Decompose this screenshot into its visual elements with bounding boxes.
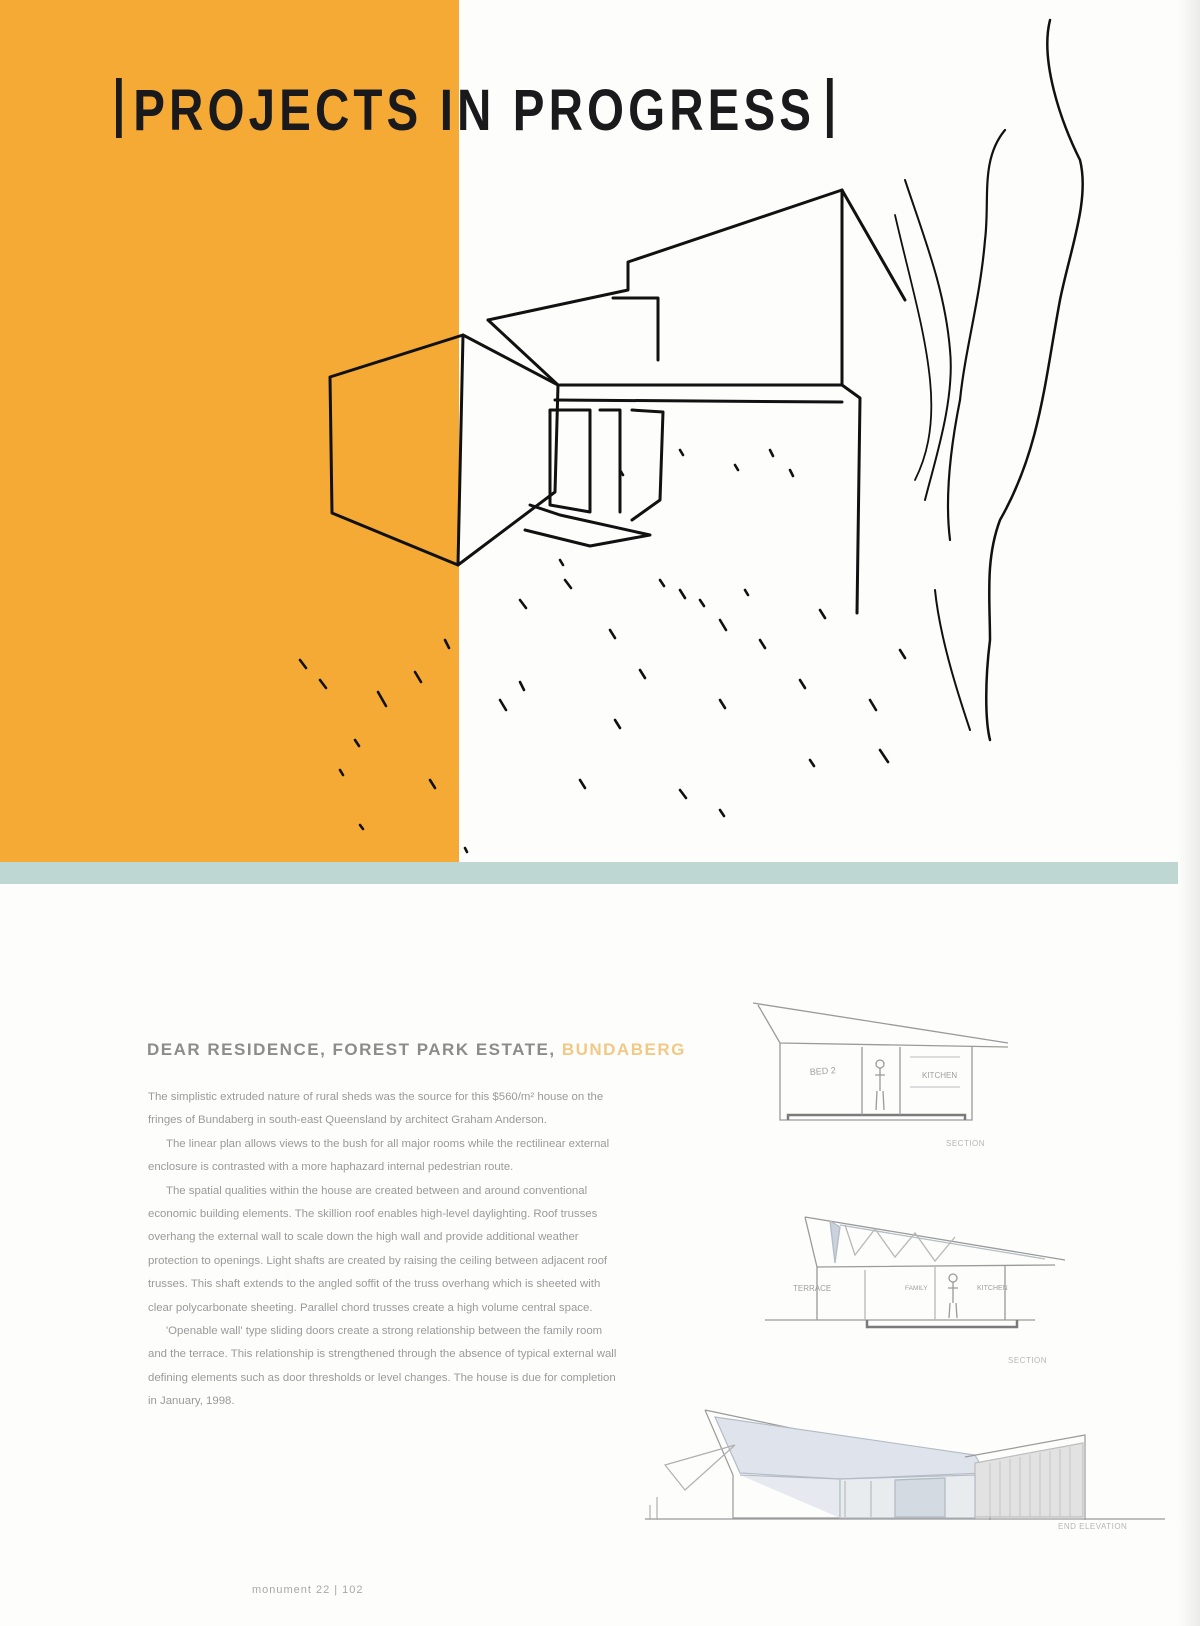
article-title	[147, 1040, 686, 1060]
paragraph: The linear plan allows views to the bush for all major rooms while the rectilinear external enclosure is contrasted with a more haphazard internal pedestrian route.	[148, 1137, 610, 1174]
article-title-main: DEAR RESIDENCE, FOREST PARK ESTATE,	[147, 1040, 556, 1059]
page-footer	[252, 1584, 364, 1596]
paragraph: 'Openable wall' type sliding doors create a strong relationship between the family room and the terrace. This relationship is strengthened through the absence of typical external wall defining elements such as door thresholds or level changes. The house is due for completion in January, 1998.	[148, 1325, 617, 1408]
room-label: TERRACE	[793, 1284, 832, 1293]
paragraph: The spatial qualities within the house are created between and around conventional economic building elements. The skillion roof enables high-level daylighting. Roof trusses overhang the external wall to scale down the high wall and provide additional weather protection to openings. Light shafts are created by raising the ceiling between adjacent roof trusses. This shaft extends to the angled soffit of the truss overhang which is sheeted with clear polycarbonate sheeting. Parallel chord trusses create a high volume central space.	[148, 1184, 608, 1314]
room-label: KITCHEN	[922, 1071, 958, 1080]
elevation-caption: END ELEVATION	[1058, 1522, 1128, 1531]
headline-left-bar	[116, 78, 122, 138]
article-body	[148, 1086, 623, 1414]
headline-text: PROJECTS IN PROGRESS	[133, 78, 816, 143]
room-label: KITCHEN	[977, 1285, 1008, 1292]
magazine-name: monument	[252, 1584, 312, 1596]
section-drawing-2	[765, 1215, 1065, 1340]
paragraph: The simplistic extruded nature of rural sheds was the source for this $560/m² house on the fringes of Bundaberg in south-east Queensland by architect Graham Anderson.	[148, 1091, 604, 1127]
footer-separator: |	[334, 1584, 339, 1596]
room-label: FAMILY	[905, 1285, 928, 1292]
headline-right-bar	[827, 78, 833, 138]
end-elevation-drawing	[645, 1405, 1165, 1525]
teal-divider-band	[0, 862, 1200, 884]
issue-number: 22	[316, 1584, 331, 1596]
section-caption-2: SECTION	[1008, 1356, 1048, 1365]
page-headline	[116, 78, 844, 143]
article-title-accent: BUNDABERG	[561, 1040, 686, 1059]
section-drawing-1	[750, 995, 1020, 1125]
section-caption-1: SECTION	[946, 1139, 986, 1148]
room-label: BED 2	[809, 1065, 837, 1077]
page-number: 102	[342, 1584, 364, 1596]
